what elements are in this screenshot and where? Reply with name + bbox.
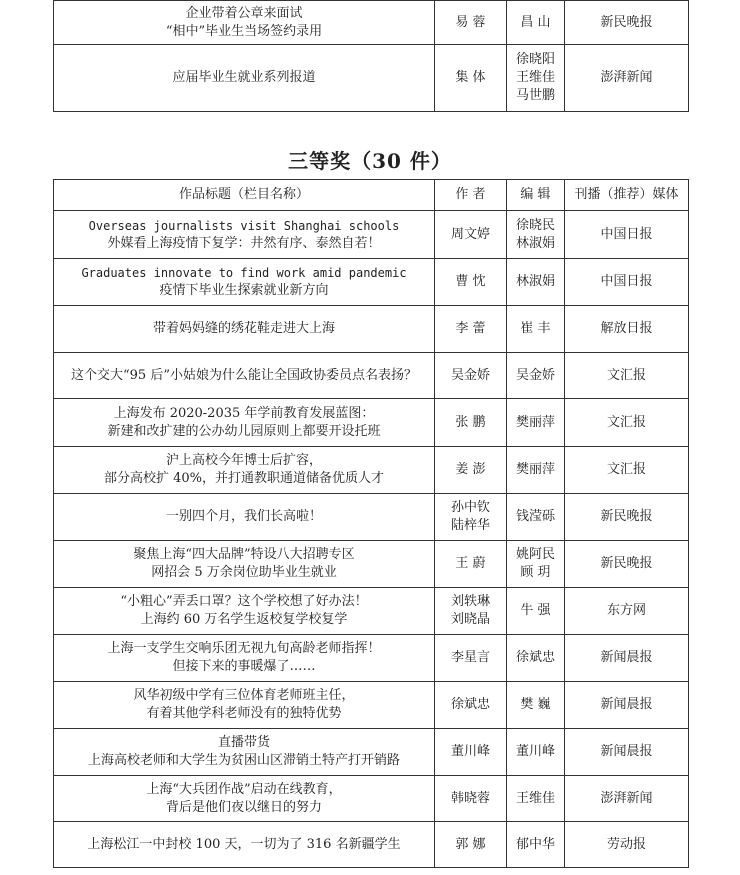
media-cell: 文汇报 bbox=[565, 353, 689, 399]
table-row bbox=[54, 822, 689, 868]
editor-line: 吴金娇 bbox=[515, 367, 555, 383]
author-cell bbox=[435, 45, 507, 112]
editor-cell bbox=[507, 776, 565, 822]
title-line: 上海“大兵团作战”启动在线教育， bbox=[146, 781, 342, 797]
title-cell bbox=[54, 682, 435, 729]
editor-cell bbox=[507, 635, 565, 682]
media-cell: 文汇报 bbox=[565, 399, 689, 447]
author-line: 郭 娜 bbox=[455, 836, 486, 852]
title-line: 上海高校老师和大学生为贫困山区滞销土特产打开销路 bbox=[87, 753, 400, 768]
title-line: 外媒看上海疫情下复学：井然有序、泰然自若！ bbox=[107, 235, 381, 251]
editor-line: 樊 巍 bbox=[520, 697, 551, 712]
title-line: 背后是他们夜以继日的努力 bbox=[165, 799, 322, 815]
table-row bbox=[54, 353, 689, 399]
editor-line: 徐晓民 bbox=[515, 217, 555, 233]
editor-line: 牛 强 bbox=[520, 603, 551, 618]
title-line: 网招会 5 万余岗位助毕业生就业 bbox=[151, 565, 337, 580]
table-row bbox=[54, 776, 689, 822]
editor-cell bbox=[507, 588, 565, 635]
editor-cell bbox=[507, 1, 565, 45]
media-cell: 新民晚报 bbox=[565, 541, 689, 588]
title-line: 上海发布 2020-2035 年学前教育发展蓝图： bbox=[113, 405, 375, 421]
title-line: Graduates innovate to find work amid pandemic bbox=[81, 266, 407, 280]
title-line: 上海松江一中封校 100 天，一切为了 316 名新疆学生 bbox=[87, 836, 401, 852]
author-cell bbox=[435, 635, 507, 682]
media-cell: 新闻晨报 bbox=[565, 635, 689, 682]
editor-line: 马世鹏 bbox=[515, 88, 555, 103]
editor-cell bbox=[507, 353, 565, 399]
media-cell: 新民晚报 bbox=[565, 1, 689, 45]
author-line: 曹 忱 bbox=[455, 274, 486, 289]
editor-line: 郁中华 bbox=[515, 836, 555, 852]
media-cell: 中国日报 bbox=[565, 211, 689, 259]
table-row bbox=[54, 729, 689, 776]
author-cell bbox=[435, 682, 507, 729]
title-cell bbox=[54, 306, 435, 353]
title-cell bbox=[54, 1, 435, 45]
editor-line: 林淑娟 bbox=[515, 235, 555, 251]
author-line: 刘晓晶 bbox=[450, 612, 490, 627]
media-cell: 新闻晨报 bbox=[565, 682, 689, 729]
header-editor: 编 辑 bbox=[507, 180, 565, 211]
table-row bbox=[54, 541, 689, 588]
author-line: 王 蔚 bbox=[455, 556, 486, 571]
title-line: 企业带着公章来面试 bbox=[185, 5, 303, 21]
editor-line: 顾 玥 bbox=[520, 565, 551, 580]
author-cell bbox=[435, 447, 507, 494]
editor-cell bbox=[507, 682, 565, 729]
title-line: “小粗心”弄丢口罩？这个学校想了好办法！ bbox=[120, 594, 368, 609]
author-cell bbox=[435, 353, 507, 399]
author-line: 周文婷 bbox=[450, 226, 490, 242]
header-title: 作品标题（栏目名称） bbox=[54, 180, 435, 211]
table-row bbox=[54, 306, 689, 353]
title-cell bbox=[54, 45, 435, 112]
author-cell bbox=[435, 494, 507, 541]
title-line: 风华初级中学有三位体育老师班主任， bbox=[133, 688, 355, 703]
title-line: 上海约 60 万名学生返校复学校复学 bbox=[140, 612, 348, 627]
editor-line: 樊丽萍 bbox=[515, 462, 555, 477]
author-line: 李星言 bbox=[450, 650, 490, 665]
table-row bbox=[54, 588, 689, 635]
author-line: 张 鹏 bbox=[455, 414, 486, 430]
header-media: 刊播（推荐）媒体 bbox=[565, 180, 689, 211]
title-line: Overseas journalists visit Shanghai schools bbox=[88, 218, 400, 233]
media-cell: 中国日报 bbox=[565, 259, 689, 306]
media-cell: 新民晚报 bbox=[565, 494, 689, 541]
header-author: 作 者 bbox=[435, 180, 507, 211]
author-line: 姜 澎 bbox=[455, 462, 486, 477]
section-title: 三等奖（30 件） bbox=[288, 149, 452, 173]
editor-line: 崔 丰 bbox=[520, 321, 551, 336]
editor-cell bbox=[507, 494, 565, 541]
author-cell bbox=[435, 729, 507, 776]
top-award-table bbox=[53, 0, 689, 112]
table-row bbox=[54, 1, 689, 45]
title-cell bbox=[54, 399, 435, 447]
table-row bbox=[54, 259, 689, 306]
title-line: 疫情下毕业生探索就业新方向 bbox=[159, 283, 329, 298]
author-cell bbox=[435, 211, 507, 259]
editor-cell bbox=[507, 211, 565, 259]
table-row bbox=[54, 635, 689, 682]
title-cell bbox=[54, 776, 435, 822]
title-line: “相中”毕业生当场签约录用 bbox=[165, 23, 323, 39]
title-line: 上海一支学生交响乐团无视九旬高龄老师指挥！ bbox=[107, 641, 381, 656]
third-prize-table bbox=[53, 179, 689, 868]
title-line: 带着妈妈缝的绣花鞋走进大上海 bbox=[152, 321, 335, 336]
top-table-body bbox=[54, 1, 689, 112]
table-row bbox=[54, 494, 689, 541]
author-line: 集 体 bbox=[455, 70, 486, 85]
author-cell bbox=[435, 822, 507, 868]
title-cell bbox=[54, 447, 435, 494]
header-row bbox=[54, 180, 689, 211]
title-cell bbox=[54, 635, 435, 682]
author-line: 董川峰 bbox=[450, 744, 490, 759]
title-cell bbox=[54, 211, 435, 259]
editor-line: 林淑娟 bbox=[515, 274, 555, 289]
author-line: 韩晓蓉 bbox=[450, 790, 490, 806]
media-cell: 劳动报 bbox=[565, 822, 689, 868]
author-line: 陆梓华 bbox=[450, 518, 490, 533]
media-cell: 新闻晨报 bbox=[565, 729, 689, 776]
table-row bbox=[54, 447, 689, 494]
editor-line: 王维佳 bbox=[515, 790, 555, 806]
table-row bbox=[54, 45, 689, 112]
editor-line: 董川峰 bbox=[515, 744, 555, 759]
editor-line: 昌 山 bbox=[520, 14, 551, 30]
editor-cell bbox=[507, 306, 565, 353]
table-row bbox=[54, 399, 689, 447]
editor-cell bbox=[507, 45, 565, 112]
title-cell bbox=[54, 729, 435, 776]
editor-line: 姚阿民 bbox=[515, 547, 555, 562]
author-cell bbox=[435, 1, 507, 45]
editor-cell bbox=[507, 541, 565, 588]
title-line: 聚焦上海“四大品牌”特设八大招聘专区 bbox=[133, 547, 355, 562]
author-cell bbox=[435, 259, 507, 306]
editor-line: 樊丽萍 bbox=[515, 414, 555, 430]
title-cell bbox=[54, 822, 435, 868]
editor-cell bbox=[507, 447, 565, 494]
media-cell: 澎湃新闻 bbox=[565, 45, 689, 112]
table-row bbox=[54, 682, 689, 729]
title-line: 应届毕业生就业系列报道 bbox=[172, 70, 316, 85]
title-cell bbox=[54, 588, 435, 635]
author-line: 孙中钦 bbox=[450, 500, 490, 515]
media-cell: 澎湃新闻 bbox=[565, 776, 689, 822]
editor-cell bbox=[507, 822, 565, 868]
media-cell: 东方网 bbox=[565, 588, 689, 635]
author-line: 徐斌忠 bbox=[450, 697, 490, 712]
title-line: 但接下来的事暖爆了…… bbox=[172, 659, 316, 674]
author-cell bbox=[435, 306, 507, 353]
title-line: 新建和改扩建的公办幼儿园原则上都要开设托班 bbox=[107, 423, 381, 439]
editor-line: 王维佳 bbox=[515, 70, 555, 85]
title-line: 有着其他学科老师没有的独特优势 bbox=[146, 706, 342, 721]
editor-line: 徐斌忠 bbox=[515, 650, 555, 665]
title-line: 沪上高校今年博士后扩容， bbox=[165, 453, 322, 468]
author-line: 吴金娇 bbox=[450, 367, 490, 383]
author-line: 刘轶琳 bbox=[450, 594, 490, 609]
editor-cell bbox=[507, 259, 565, 306]
editor-cell bbox=[507, 729, 565, 776]
author-line: 李 蕾 bbox=[455, 321, 486, 336]
author-cell bbox=[435, 399, 507, 447]
media-cell: 文汇报 bbox=[565, 447, 689, 494]
title-line: 直播带货 bbox=[217, 735, 270, 750]
editor-line: 徐晓阳 bbox=[515, 52, 555, 67]
title-line: 一别四个月，我们长高啦！ bbox=[165, 509, 322, 524]
main-table-body bbox=[54, 180, 689, 868]
title-cell bbox=[54, 259, 435, 306]
table-row bbox=[54, 211, 689, 259]
author-cell bbox=[435, 588, 507, 635]
title-line: 这个交大“95 后”小姑娘为什么能让全国政协委员点名表扬？ bbox=[71, 367, 417, 383]
editor-line: 钱滢砾 bbox=[515, 509, 555, 524]
author-cell bbox=[435, 541, 507, 588]
title-cell bbox=[54, 353, 435, 399]
title-line: 部分高校扩 40%，并打通教职通道储备优质人才 bbox=[103, 471, 385, 486]
author-line: 易 蓉 bbox=[455, 14, 486, 30]
title-cell bbox=[54, 541, 435, 588]
title-cell bbox=[54, 494, 435, 541]
editor-cell bbox=[507, 399, 565, 447]
media-cell: 解放日报 bbox=[565, 306, 689, 353]
author-cell bbox=[435, 776, 507, 822]
